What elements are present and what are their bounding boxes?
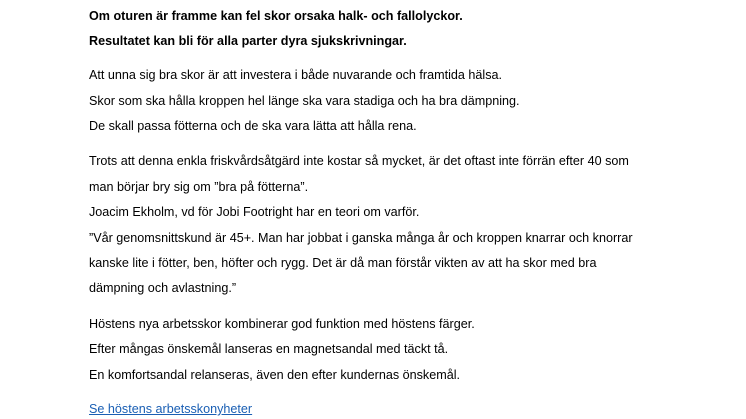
intro-line-2: Resultatet kan bli för alla parter dyra sjukskrivningar. [89,34,407,48]
para3-line-1: Höstens nya arbetsskor kombinerar god funktion med höstens färger. [89,317,475,331]
para1-line-3: De skall passa fötterna och de ska vara lätta att hålla rena. [89,119,417,133]
autumn-news-link[interactable]: Se höstens arbetsskonyheter [89,402,253,416]
para1-line-2: Skor som ska hålla kroppen hel länge ska vara stadiga och ha bra dämpning. [89,94,520,108]
para2-line-4: ”Vår genomsnittskund är 45+. Man har jobbat i ganska många år och kroppen knarrar och knorrar [89,231,633,245]
para2-line-3: Joacim Ekholm, vd för Jobi Footright har en teori om varför. [89,205,420,219]
para2-line-1: Trots att denna enkla friskvårdsåtgärd inte kostar så mycket, är det oftast inte förrän efter 40 som [89,154,629,168]
para2-line-5: kanske lite i fötter, ben, höfter och rygg. Det är då man förstår vikten av att ha skor med bra [89,256,597,270]
para3-line-2: Efter mångas önskemål lanseras en magnetsandal med täckt tå. [89,342,449,356]
para2-line-6: dämpning och avlastning.” [89,281,237,295]
para1-line-1: Att unna sig bra skor är att investera i både nuvarande och framtida hälsa. [89,68,503,82]
para3-line-3: En komfortsandal relanseras, även den efter kundernas önskemål. [89,368,461,382]
para2-line-2: man börjar bry sig om ”bra på fötterna”. [89,180,309,194]
intro-line-1: Om oturen är framme kan fel skor orsaka halk- och fallolyckor. [89,9,463,23]
